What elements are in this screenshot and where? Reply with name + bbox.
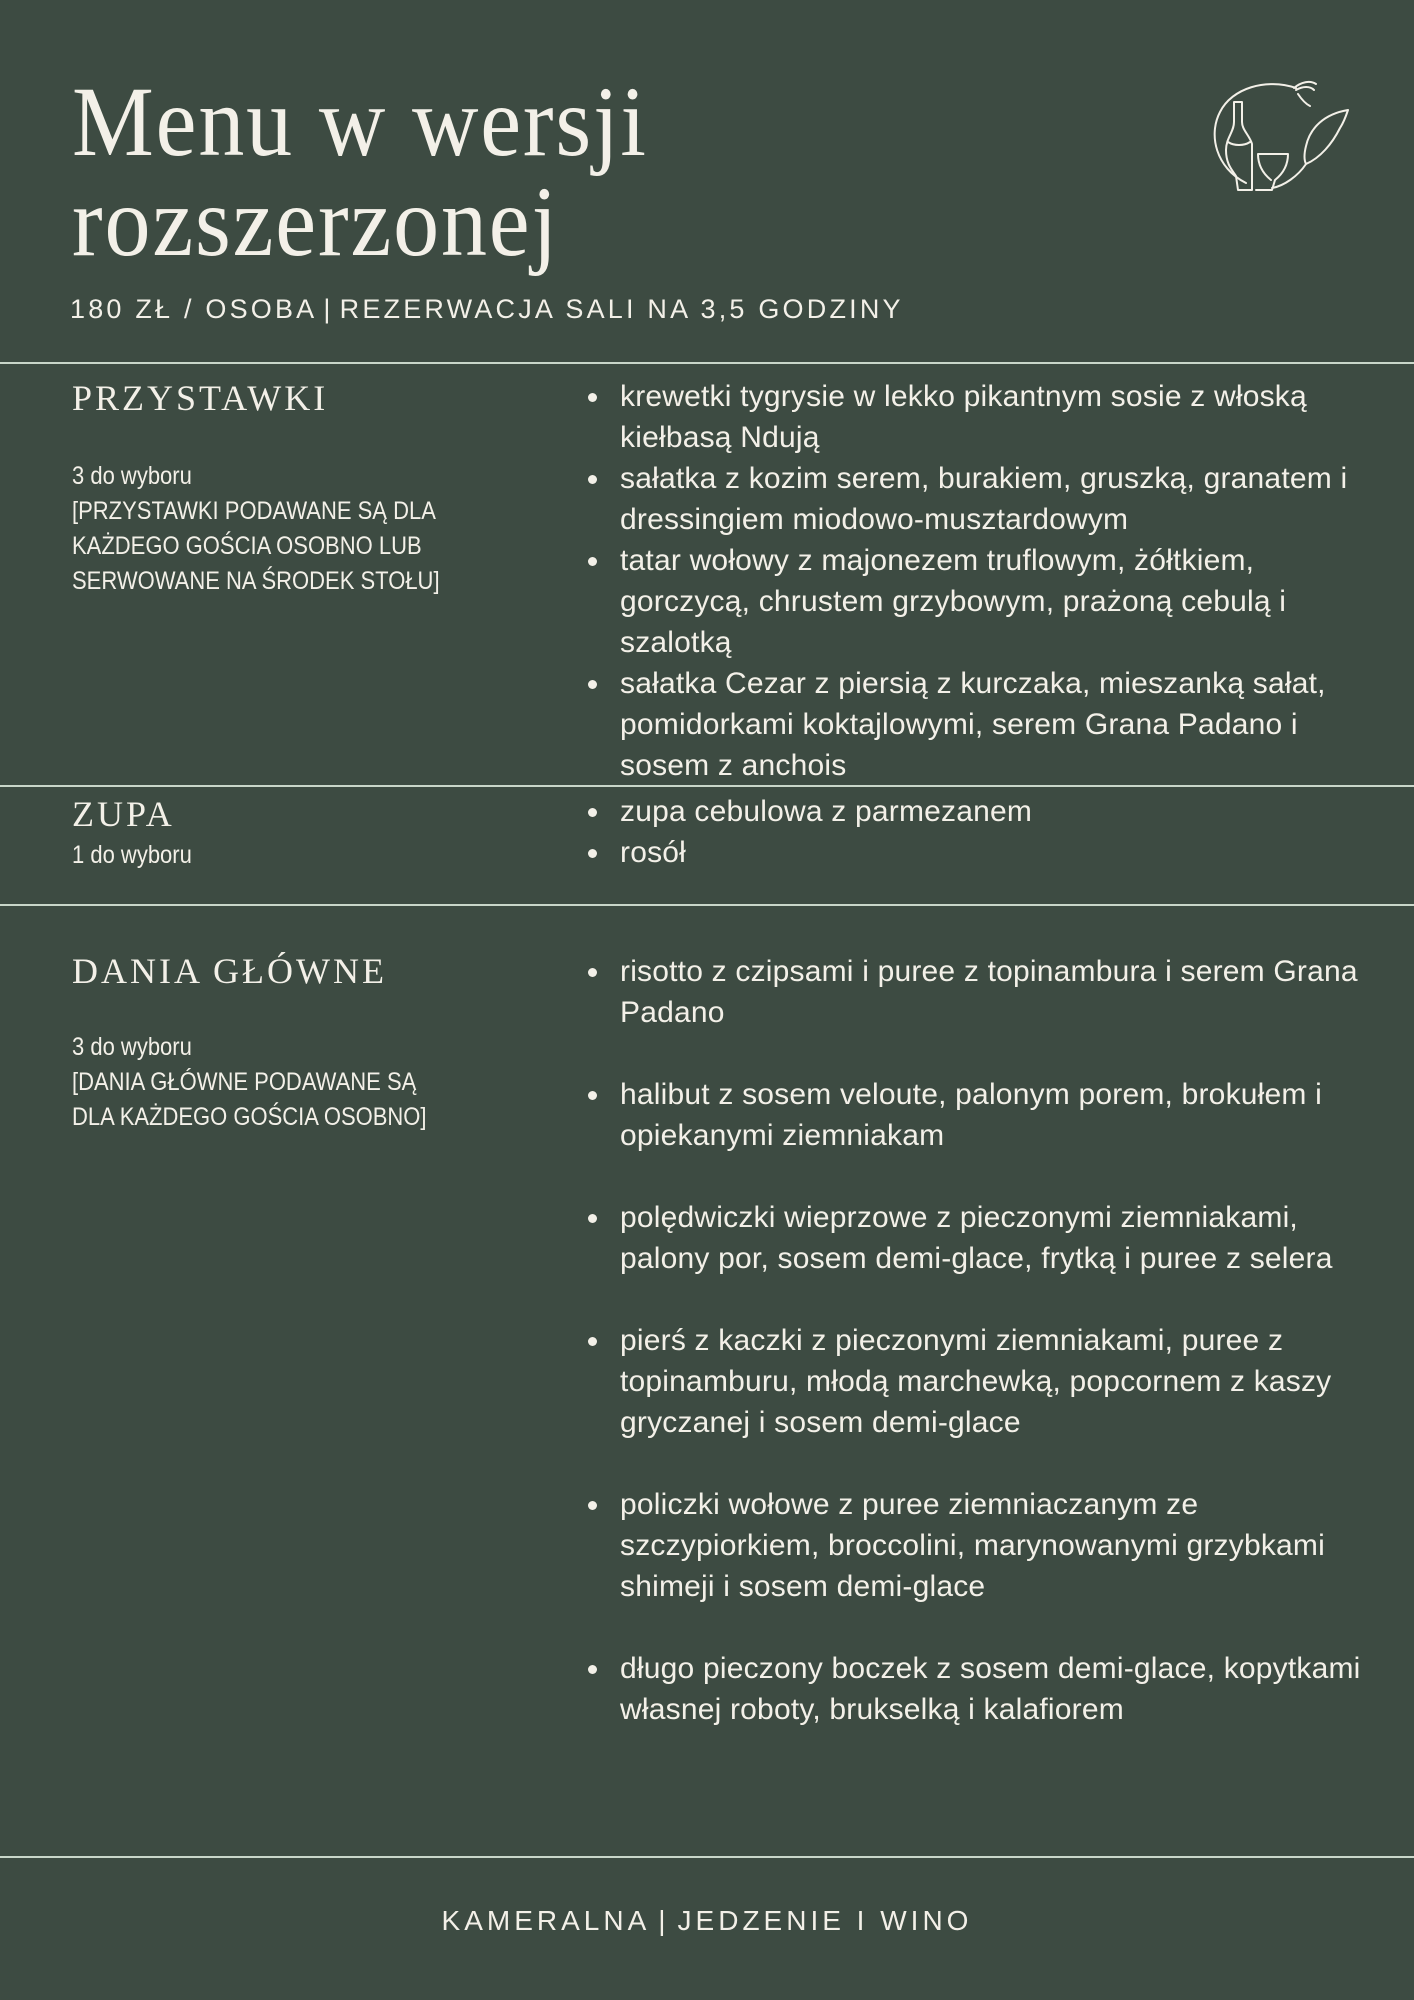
- section-note-zupa: [72, 838, 512, 873]
- note-line: 3 do wyboru: [72, 1033, 192, 1061]
- divider-top: [0, 362, 1414, 364]
- logo-leaf-stem: [1272, 164, 1306, 188]
- section-title-dania-glowne: DANIA GŁÓWNE: [72, 951, 387, 991]
- divider-przystawki-zupa: [0, 785, 1414, 787]
- section-note-dania-glowne: [72, 1030, 512, 1135]
- logo-sprig: [1294, 82, 1316, 106]
- logo-bottle-label: [1228, 142, 1250, 145]
- title-line-1: Menu w wersji: [72, 66, 648, 177]
- note-line: KAŻDEGO GOŚCIA OSOBNO LUB: [72, 532, 422, 560]
- divider-zupa-dania: [0, 904, 1414, 906]
- divider-footer: [0, 1856, 1414, 1858]
- list-item: halibut z sosem veloute, palonym porem, brokułem i opiekanymi ziemniakam: [584, 1074, 1384, 1156]
- note-line: SERWOWANE NA ŚRODEK STOŁU]: [72, 567, 440, 595]
- list-item: pierś z kaczki z pieczonymi ziemniakami, puree z topinamburu, młodą marchewką, popcornem z kaszy gryczanej i sosem demi-glace: [584, 1320, 1384, 1443]
- note-line: [DANIA GŁÓWNE PODAWANE SĄ: [72, 1068, 417, 1096]
- przystawki-list: [584, 376, 1384, 786]
- price-and-reservation: [70, 294, 904, 325]
- list-item: rosół: [584, 832, 1384, 873]
- note-line: 1 do wyboru: [72, 841, 192, 869]
- list-item: policzki wołowe z puree ziemniaczanym ze szczypiorkiem, broccolini, marynowanymi grzybkami shimeji i sosem demi-glace: [584, 1484, 1384, 1607]
- note-line: [PRZYSTAWKI PODAWANE SĄ DLA: [72, 497, 436, 525]
- title-line-2: rozszerzonej: [72, 166, 559, 277]
- logo-leaf: [1305, 110, 1349, 164]
- list-item: zupa cebulowa z parmezanem: [584, 791, 1384, 832]
- section-note-przystawki: [72, 459, 512, 599]
- price-per-person: 180 ZŁ / OSOBA: [70, 294, 318, 324]
- list-item: sałatka Cezar z piersią z kurczaka, mieszanką sałat, pomidorkami koktajlowymi, serem Grana Padano i sosem z anchois: [584, 663, 1384, 786]
- reservation-info: REZERWACJA SALI NA 3,5 GODZINY: [339, 294, 904, 324]
- footer-left: KAMERALNA: [441, 1905, 651, 1936]
- list-item: sałatka z kozim serem, burakiem, gruszką, granatem i dressingiem miodowo-musztardowym: [584, 458, 1384, 540]
- page-title: [72, 66, 648, 277]
- section-title-zupa: ZUPA: [72, 794, 175, 834]
- subtitle-separator: |: [323, 294, 334, 324]
- footer-brand: [0, 1905, 1414, 1937]
- list-item: risotto z czipsami i puree z topinambura i serem Grana Padano: [584, 951, 1384, 1033]
- list-item: krewetki tygrysie w lekko pikantnym sosie z włoską kiełbasą Ndują: [584, 376, 1384, 458]
- zupa-list: [584, 791, 1384, 873]
- dania-glowne-list: [584, 951, 1384, 1730]
- list-item: tatar wołowy z majonezem truflowym, żółtkiem, gorczycą, chrustem grzybowym, prażoną cebulą i szalotką: [584, 540, 1384, 663]
- note-line: DLA KAŻDEGO GOŚCIA OSOBNO]: [72, 1103, 427, 1131]
- footer-right: JEDZENIE I WINO: [677, 1905, 973, 1936]
- note-line: 3 do wyboru: [72, 462, 192, 490]
- list-item: polędwiczki wieprzowe z pieczonymi ziemniakami, palony por, sosem demi-glace, frytką i puree z selera: [584, 1197, 1384, 1279]
- list-item: długo pieczony boczek z sosem demi-glace, kopytkami własnej roboty, brukselką i kalafiorem: [584, 1648, 1384, 1730]
- section-title-przystawki: PRZYSTAWKI: [72, 378, 329, 418]
- wine-bottle-glass-leaf-icon: [1206, 80, 1352, 198]
- footer-separator: |: [658, 1905, 670, 1936]
